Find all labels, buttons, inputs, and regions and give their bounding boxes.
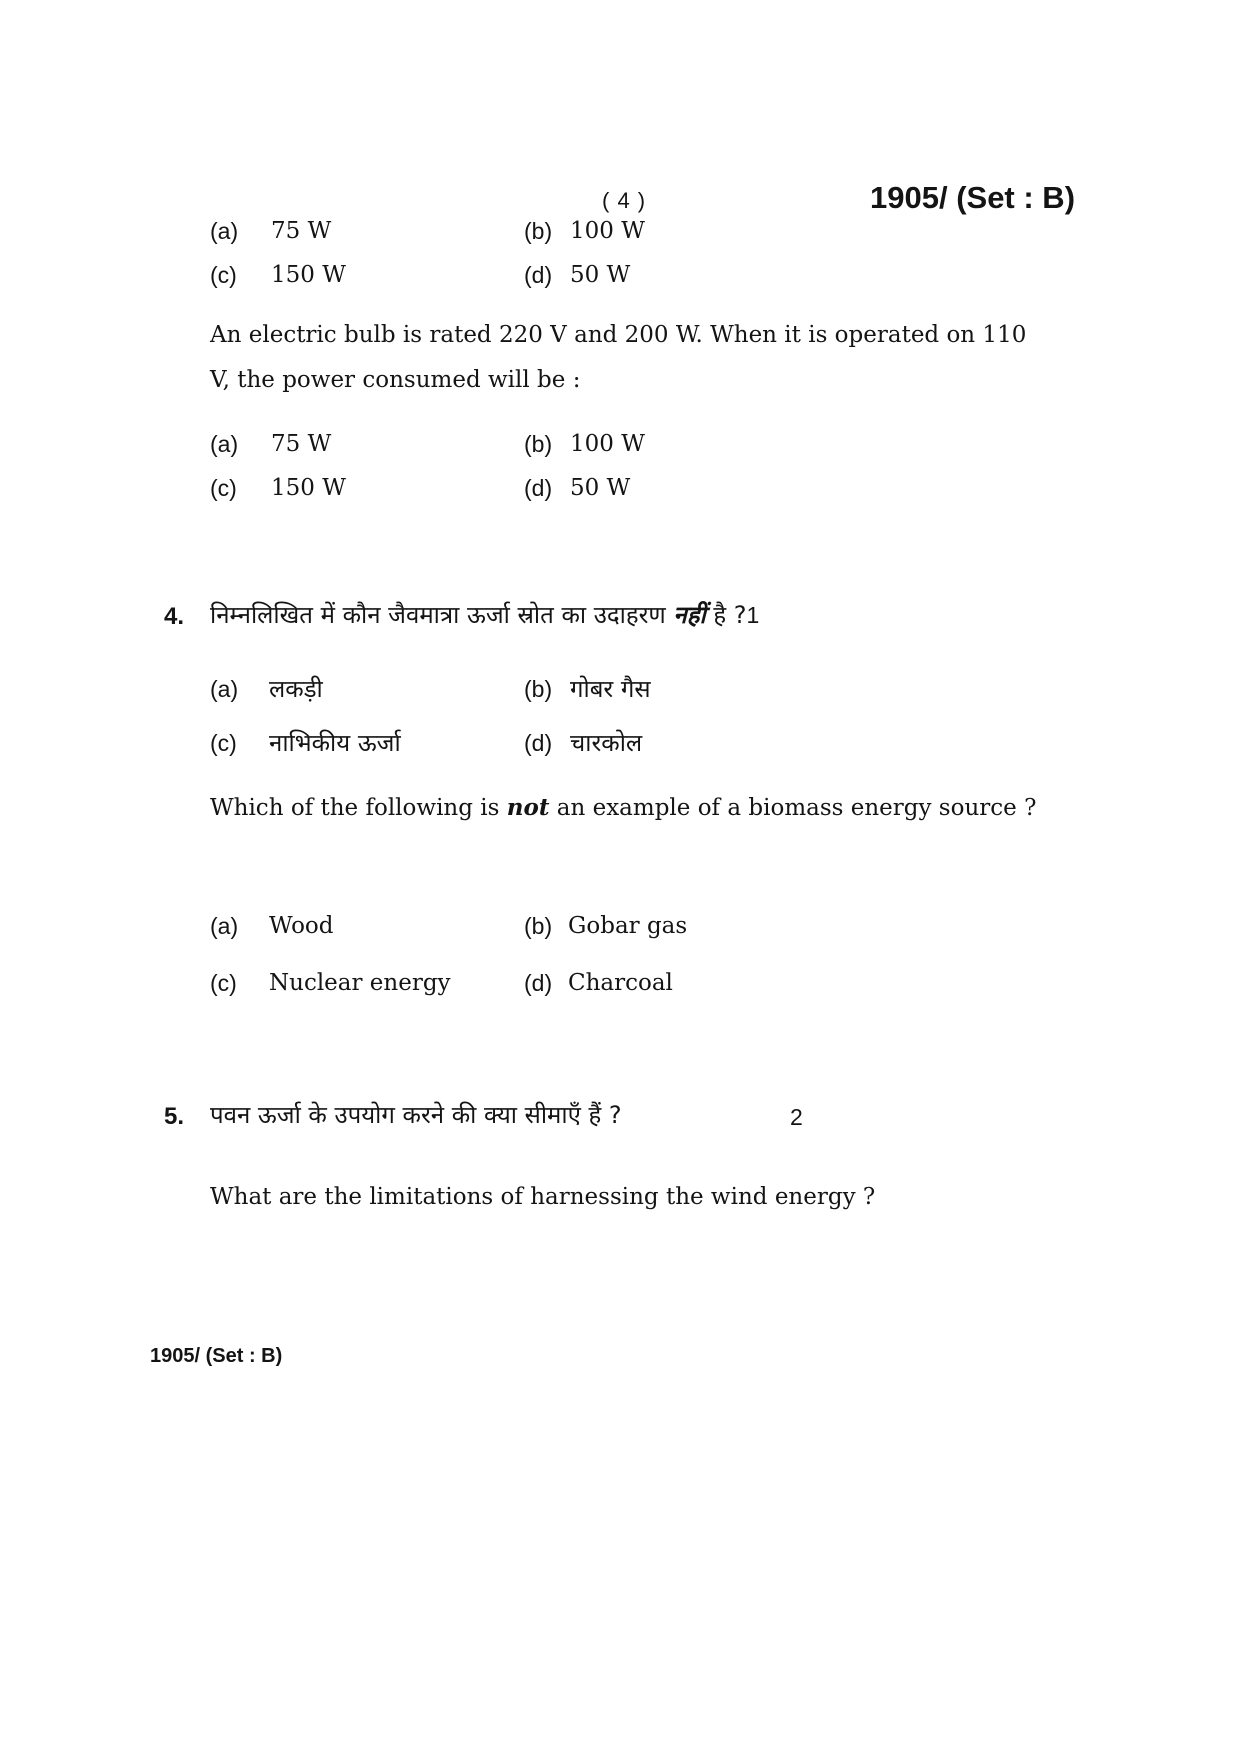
option-text: 50 W <box>570 475 631 501</box>
option-letter: (b) <box>524 676 553 702</box>
option-letter: (c) <box>210 730 237 756</box>
option-text: Wood <box>269 913 334 939</box>
option-letter: (d) <box>524 730 553 756</box>
option-text: 100 W <box>570 431 645 457</box>
option-letter: (c) <box>210 970 237 996</box>
option-letter: (d) <box>524 475 553 501</box>
q4-marks: 1 <box>746 602 760 628</box>
option-text: गोबर गैस <box>570 675 651 703</box>
option-text: नाभिकीय ऊर्जा <box>269 729 401 757</box>
option-text: Charcoal <box>568 970 673 996</box>
option-text: Nuclear energy <box>269 970 451 996</box>
q5-hindi-question: पवन ऊर्जा के उपयोग करने की क्या सीमाएँ हैं ? <box>210 1101 622 1129</box>
option-letter: (a) <box>210 913 239 939</box>
option-text: लकड़ी <box>269 675 323 703</box>
option-text: Gobar gas <box>568 913 688 939</box>
option-letter: (a) <box>210 676 239 702</box>
page-number: ( 4 ) <box>602 188 647 213</box>
option-letter: (c) <box>210 262 237 288</box>
q4-hindi-post: है ? <box>713 601 747 629</box>
option-text: 50 W <box>570 262 631 288</box>
option-letter: (b) <box>524 218 553 244</box>
option-letter: (a) <box>210 218 239 244</box>
q4-english-emph: not <box>506 794 550 821</box>
option-letter: (a) <box>210 431 239 457</box>
q4-hindi-pre: निम्नलिखित में कौन जैवमात्रा ऊर्जा स्रोत का उदाहरण <box>210 601 666 629</box>
question-number-4: 4. <box>164 603 185 630</box>
q4-english-pre: Which of the following is <box>210 795 500 821</box>
option-text: 150 W <box>271 475 346 501</box>
set-code-footer: 1905/ (Set : B) <box>150 1345 283 1367</box>
q3-english-line1: An electric bulb is rated 220 V and 200 W. When it is operated on 110 <box>210 322 1027 348</box>
q4-hindi-emph: नहीं <box>673 601 706 629</box>
q5-english-question: What are the limitations of harnessing the wind energy ? <box>210 1184 876 1210</box>
set-code-header: 1905/ (Set : B) <box>870 180 1076 215</box>
q4-english-post: an example of a biomass energy source ? <box>556 795 1037 821</box>
option-letter: (b) <box>524 913 553 939</box>
q3-english-line2: V, the power consumed will be : <box>210 367 581 393</box>
q4-hindi-question <box>210 598 759 631</box>
option-letter: (d) <box>524 970 553 996</box>
option-text: 150 W <box>271 262 346 288</box>
q4-english-question <box>210 785 1036 831</box>
option-letter: (c) <box>210 475 237 501</box>
q5-marks: 2 <box>790 1104 803 1130</box>
question-number-5: 5. <box>164 1103 185 1130</box>
option-letter: (b) <box>524 431 553 457</box>
option-text: 75 W <box>271 218 332 244</box>
option-text: 75 W <box>271 431 332 457</box>
option-letter: (d) <box>524 262 553 288</box>
option-text: 100 W <box>570 218 645 244</box>
option-text: चारकोल <box>570 729 643 757</box>
